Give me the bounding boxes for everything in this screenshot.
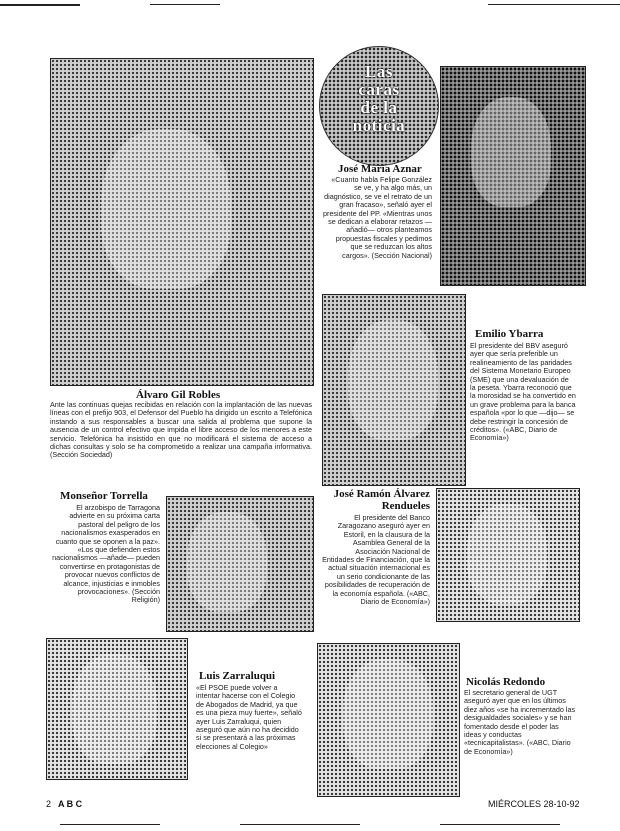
gil-robles-photo (50, 58, 314, 386)
redondo-face (343, 659, 433, 769)
ybarra-photo (322, 294, 466, 486)
redondo-text: El secretario general de UGT aseguró ayer que en los últimos diez años «se ha incrementado las desigualdades sociales» y se han fomentado desde el poder las ideas y conductas «tecnicapitalistas». («ABC, Diario de Economía») (464, 688, 576, 756)
bottom-rule-mid (240, 824, 360, 825)
bottom-rule-left (60, 824, 160, 825)
feature-title-line-4: noticia (352, 116, 406, 135)
gil-robles-face (101, 129, 231, 289)
aznar-text: «Cuanto habla Felipe González se ve, y ha algo más, un diagnóstico, se ve el retrato de un gran fracaso», señaló ayer el presidente del PP. «Mientras unos se dedican a elaborar retazos —añadió— otros planteamos propuestas fiscales y pedimos que se reduzcan los altos cargos». (Sección Nacional) (323, 175, 432, 260)
torrella-name: Monseñor Torrella (60, 490, 148, 502)
zarraluqui-face (72, 654, 157, 764)
alvarez-rendueles-photo (436, 488, 580, 622)
footer-date: MIÉRCOLES 28-10-92 (488, 799, 580, 809)
aznar-face (471, 97, 551, 207)
bottom-rule-right (440, 824, 560, 825)
feature-title-circle (319, 46, 439, 166)
feature-title-line-1: Las (365, 62, 393, 81)
alvarez-rendueles-text: El presidente del Banco Zaragozano aseguró ayer en Estoril, en la clausura de la Asamblea General de la Asociación Nacional de Entidades de Financiación, que la actual situación internacional es un serio condicionante de las posibilidades de recuperación de la economía española. («ABC, Diario de Economía») (322, 513, 430, 607)
alvarez-rendueles-name-2: Rendueles (381, 500, 430, 512)
gil-robles-name: Álvaro Gil Robles (136, 389, 221, 401)
torrella-text: El arzobispo de Tarragona advierte en su próxima carta pastoral del peligro de los nacionalismos exasperados en cuanto que se oponen a la paz». «Los que defienden estos nacionalismos —añade— pueden convertirse en protagonistas de provocar nuevos conflictos de alcance, injusticias e inmobles provocaciones». (Sección Religión) (52, 503, 160, 605)
top-rule-mid (150, 4, 220, 5)
ybarra-text: El presidente del BBV aseguró ayer que sería preferible un realineamiento de las paridades del Sistema Monetario Europeo (SME) que una devaluación de la peseta. Ybarra reconoció que la morosidad se ha convertido en un grave problema para la banca española «por lo que —dijo— se debe restringir la concesión de créditos». («ABC, Diario de Economía») (470, 341, 576, 443)
torrella-photo (166, 496, 314, 632)
feature-title-line-2: caras (358, 80, 400, 99)
gil-robles-text: Ante las continuas quejas recibidas en relación con la implantación de las nuevas líneas con el prefijo 903, el Defensor del Pueblo ha dirigido un escrito a Telefónica instando a sus responsables a buscar una salida al problema que supone la ausencia de un control efectivo que impida el libre acceso de los menores a este servicio. Telefónica ha insistido en que no modificará el sistema de acceso a dichas consultas y solo se ha comprometido a realizar una campaña informativa. (Sección Sociedad) (50, 400, 312, 460)
alvarez-rendueles-face (467, 504, 547, 604)
top-rule-right (488, 4, 620, 5)
footer-brand: A B C (58, 799, 83, 809)
zarraluqui-name: Luis Zarraluqui (199, 670, 276, 682)
feature-title-line-3: de la (360, 98, 398, 117)
top-rule-left (0, 4, 80, 6)
torrella-face (187, 512, 267, 612)
redondo-photo (317, 643, 460, 797)
redondo-name: Nicolás Redondo (466, 676, 546, 688)
alvarez-rendueles-name-1: José Ramón Álvarez (333, 488, 430, 500)
ybarra-name: Emilio Ybarra (475, 328, 544, 340)
aznar-name: José María Aznar (338, 163, 422, 175)
zarraluqui-photo (46, 638, 188, 780)
footer-page-number: 2 (46, 799, 52, 809)
zarraluqui-text: «El PSOE puede volver a intentar hacerse con el Colegio de Abogados de Madrid, ya que es una pieza muy fuerte», señaló ayer Luis Zarraluqui, quien aseguró que aún no ha decidido si se presentará a las próximas elecciones al Colegio» (196, 683, 302, 751)
ybarra-face (348, 320, 438, 440)
aznar-photo (440, 66, 586, 286)
